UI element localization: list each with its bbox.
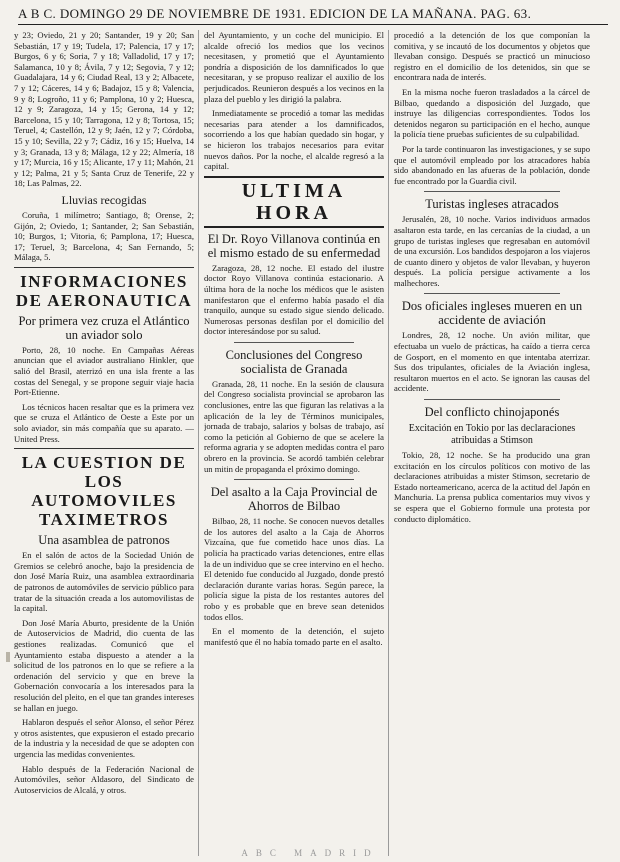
divider — [14, 448, 194, 449]
automoviles-heading: LA CUESTION DE LOS AUTOMOVILES TAXIMETROS — [21, 453, 187, 530]
divider — [424, 293, 560, 294]
continued-article-2: En la misma noche fueron trasladados a la cárcel de Bilbao, quedando a disposición del Juzgado, que instruye las diligencias correspondientes. Todos los detenidos negaron su participación en el hecho, aunque la policía tiene pruebas suficientes de su culpabilidad. — [394, 86, 590, 140]
column-rule — [388, 30, 389, 856]
turistas-heading: Turistas ingleses atracados — [425, 197, 559, 212]
divider — [234, 479, 354, 480]
congreso-heading: Conclusiones del Congreso socialista de Granada — [225, 347, 363, 376]
congreso-text: Granada, 28, 11 noche. En la sesión de clausura del Congreso socialista provincial se aprobaron las conclusiones, entre las que figuran las relativas a la aplicación de la ley de Términos municipales, jornada de trabajo, salarios y bolsas de trabajo, así como la petición al Gobierno de que se acelere la reforma agraria y se adopten medidas contra el paro obrero en la provincia. Se acordó también celebrar un mitin de propaganda el próximo domingo. — [204, 378, 384, 474]
lluvias-text: Coruña, 1 milímetro; Santiago, 8; Orense, 2; Gijón, 2; Oviedo, 1; Santander, 2; San Sebastián, 10; Burgos, 1; Vitoria, 6; Pamplona, 17; Huesca, 17; Teruel, 3; Barcelona, 4; San Fernando, 5; Málaga, 5. — [14, 209, 194, 263]
column-2 — [204, 30, 384, 856]
automoviles-paragraph: Don José María Aburto, presidente de la Unión de Autoservicios de Madrid, dio cuenta de las gestiones realizadas. Comunicó que el Ayuntamiento estaba dispuesto a atender a la solicitud de los patronos en lo que se refiere a la ordenación del servicio y que en breve la Gobernación convocaría a los interesados para la resolución del pleito, en el que tan grandes intereses se hallan en juego. — [14, 617, 194, 713]
automoviles-paragraph: En el salón de actos de la Sociedad Unión de Gremios se celebró anoche, bajo la presidencia de don José María Ruiz, una asamblea extraordinaria de patronos de automóviles de servicio público para tratar de la situación creada a los automovilistas de la capital. — [14, 550, 194, 614]
aeronautica-text-2: Los técnicos hacen resaltar que es la primera vez que se cruza el Atlántico de Oeste a Este por un solo aviador, sin más compañía que su aparato. — United Press. — [14, 401, 194, 444]
binding-mark — [6, 652, 10, 662]
asalto-text-2: En el momento de la detención, el sujeto manifestó que él no había tomado parte en el asalto. — [204, 626, 384, 647]
divider — [424, 191, 560, 192]
chinojapones-subheading: Excitación en Tokio por las declaraciones atribuidas a Stimson — [408, 423, 576, 447]
royo-villanova-text: Zaragoza, 28, 12 noche. El estado del ilustre doctor Royo Villanova continúa estacionario. A última hora de la noche los médicos que le asisten manifestaron que el enfermo había pasado el día tranquilo, aunque su estado sigue siendo delicado. Numerosas personas desfilan por el domicilio del doctor interesándose por su salud. — [204, 262, 384, 337]
asalto-text: Bilbao, 28, 11 noche. Se conocen nuevos detalles de los autores del asalto a la Caja de Ahorros Vizcaína, que fue cometido hace unos días. La policía ha practicado varias detenciones, entre ellas la de un individuo que se cree intervino en el hecho. El detenido fue conducido al Juzgado, donde prestó declaración durante varias horas. Según parece, la policía sigue la pista de los restantes autores del robo y es probable que en breve sean detenidos todos ellos. — [204, 516, 384, 622]
divider — [234, 342, 354, 343]
masthead: A B C. DOMINGO 29 DE NOVIEMBRE DE 1931. EDICION DE LA MAÑANA. PAG. 63. — [18, 6, 608, 25]
chinojapones-text: Tokio, 28, 12 noche. Se ha producido una gran excitación en los círculos políticos con motivo de las declaraciones atribuidas a mister Stimson, secretario de Estado norteamericano, acerca de la actitud del Japón en Manchuria. La prensa publica comentarios muy vivos y se espera que el Gobierno formule una protesta por conducto diplomático. — [394, 450, 590, 524]
divider — [424, 399, 560, 400]
column-rule — [198, 30, 199, 856]
asalto-heading: Del asalto a la Caja Provincial de Ahorros de Bilbao — [210, 485, 378, 514]
weather-temperatures: y 23; Oviedo, 21 y 20; Santander, 19 y 20; San Sebastián, 17 y 19; Tudela, 17; Palencia, 17 y 17; Burgos, 6 y 6; Soria, 7 y 18; Valladolid, 17 y 17; Salamanca, 10 y 8; Ávila, 7 y 12; Segovia, 7 y 12; Guadalajara, 14 y 6; Ciudad Real, 13 y 2; Albacete, 7 y 12; Cáceres, 14 y 6; Badajoz, 15 y 8; Valencia, 9 y 8; Logroño, 11 y 6; Pamplona, 10 y 2; Huesca, 12 y 9; Zaragoza, 14 y 15; Gerona, 14 y 12; Barcelona, 15 y 10; Tarragona, 12 y 8; Tortosa, 15; Teruel, 4; Castellón, 12 y 9; Jaén, 12 y 7; Córdoba, 15 y 10; Sevilla, 22 y 7; Cádiz, 16 y 15; Huelva, 14 y 3; Granada, 13 y 8; Málaga, 12 y 22; Almería, 18 y 17; Murcia, 16 y 15; Alicante, 17 y 11; Mahón, 21 y 12; Palma, 21 y 5; Santa Cruz de Tenerife, 22 y 18; Las Palmas, 22. — [14, 30, 194, 189]
continued-article: procedió a la detención de los que componían la comitiva, y se incautó de los documentos y objetos que llevaban consigo. Después se practicó un minucioso registro en el domicilio de los detenidos, sin que se encontrara nada de interés. — [394, 30, 590, 83]
aeronautica-text: Porto, 28, 10 noche. En Campañas Aéreas anuncian que el aviador australiano Hinkler, que salió del Brasil, aterrizó en una isla frente a las costas del Senegal, y se propone seguir viaje hacia Port-Etienne. — [14, 344, 194, 398]
oficiales-heading: Dos oficiales ingleses mueren en un accidente de aviación — [401, 299, 583, 328]
continued-article-3: Por la tarde continuaron las investigaciones, y se supo que el automóvil empleado por los atracadores había sido abandonado en las afueras de la población, donde fue encontrado por la Guardia civil. — [394, 143, 590, 186]
chinojapones-heading: Del conflicto chinojaponés — [424, 405, 560, 420]
automoviles-paragraph: Hablo después de la Federación Nacional de Automóviles, señor Aldasoro, del Sindicato de Autoservicios de Alcalá, y otros. — [14, 763, 194, 795]
column-3 — [394, 30, 590, 856]
turistas-text: Jerusalén, 28, 10 noche. Varios individuos armados asaltaron esta tarde, en las cercanías de la ciudad, a un grupo de turistas ingleses que regresaban en automóvil de una excursión. Los bandidos despojaron a los viajeros de cuanto dinero y objetos de valor llevaban, y huyeron después. La policía persigue activamente a los malhechores. — [394, 214, 590, 288]
aeronautica-subheading: Por primera vez cruza el Atlántico un aviador solo — [18, 313, 190, 342]
ultima-hora-banner: ULTIMA HORA — [204, 176, 384, 228]
oficiales-text: Londres, 28, 12 noche. Un avión militar, que efectuaba un vuelo de prácticas, ha caído a tierra cerca de Gosport, en el momento en que intentaba aterrizar. Sus dos tripulantes, oficiales de la Aviación inglesa, resultaron muertos en el acto. Se ignoran las causas del accidente. — [394, 330, 590, 394]
continued-article: del Ayuntamiento, y un coche del municipio. El alcalde ofreció los medios que los vecinos necesitasen, y prometió que el Ayuntamiento pondría a disposición de los damnificados lo que necesitaran, y se propuso realizar el auxilio de los perjudicados. Reunieron después a los vecinos en la plaza del pueblo y les dirigió la palabra. — [204, 30, 384, 104]
lluvias-heading: Lluvias recogidas — [61, 192, 147, 207]
automoviles-subheading: Una asamblea de patronos — [38, 533, 170, 548]
column-1 — [14, 30, 194, 856]
aeronautica-heading: INFORMACIONES DE AERONAUTICA — [15, 271, 193, 310]
royo-villanova-heading: El Dr. Royo Villanova continúa en el mismo estado de su enfermedad — [207, 231, 381, 260]
divider — [14, 267, 194, 268]
automoviles-paragraph: Hablaron después el señor Alonso, el señor Pérez y otros asistentes, que expusieron el estado precario de la industria y la necesidad de que se adopten con urgencia las medidas convenientes. — [14, 717, 194, 759]
watermark: ABC MADRID — [241, 848, 379, 858]
continued-article-2: Inmediatamente se procedió a tomar las medidas necesarias para atender a los damnificados, socorriendo a los que habían quedado sin hogar, y se hicieron los trabajos necesarios para evitar nuevos daños. Por la noche, el alcalde regresó a la capital. — [204, 108, 384, 172]
